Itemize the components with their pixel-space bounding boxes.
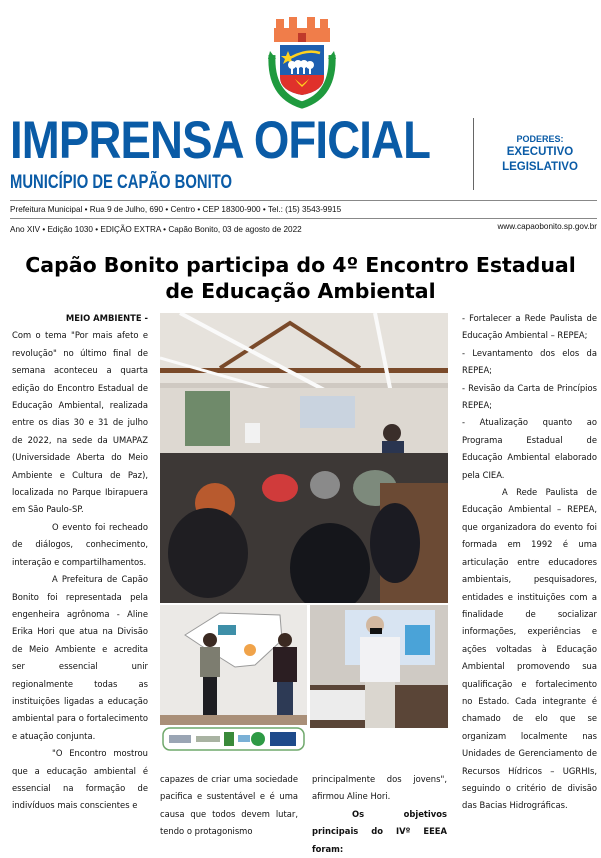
speaker-with-microphone-photo: [310, 605, 448, 728]
paragraph: A Rede Paulista de Educação Ambiental – REPEA, que organizadora do evento foi formada em 1992 é uma articulação entre educadores ambientais, pesquisadores, entidades e instituições com a finalidade de socializar informações, experiências e ações voltadas à Educação Ambiental promovendo sua qualificação e fortalecimento no Estado. Cada integrante é chamado de elo que se organizam localmente nas Unidades de Gerenciamento de Recursos Hídricos – UGRHIs, seguindo o critério de divisão das Bacias Hidrográficas.: [462, 487, 597, 811]
objective-item: - Atualização quanto ao Programa Estadual de Educação Ambiental elaborado pela CIEA.: [462, 417, 597, 480]
headline-line-1: Capão Bonito participa do 4º Encontro Estadual: [25, 253, 576, 277]
publication-title: IMPRENSA OFICIAL: [10, 111, 431, 170]
power-legislative: LEGISLATIVO: [502, 161, 578, 173]
power-executive: EXECUTIVO: [506, 146, 574, 158]
masthead-divider: [473, 118, 474, 190]
powers-block: [480, 134, 600, 175]
article-headline: [0, 252, 601, 304]
website-link[interactable]: www.capaobonito.sp.gov.br: [497, 222, 597, 231]
partner-logos-strip: [160, 725, 307, 753]
paragraph: O evento foi recheado de diálogos, conhecimento, interação e compartilhamentos.: [12, 521, 148, 567]
paragraph: Com o tema "Por mais afeto e revolução" no último final de semana aconteceu a quarta edição do Encontro Estadual de Educação Ambiental, realizada entre os dias 30 e 31 de julho de 2022, na sede da UMAPAZ (Universidade Aberta do Meio Ambiente e Cultura de Paz), localizada no Parque Ibirapuera em São Paulo-SP.: [12, 330, 148, 515]
article-column-2b: [312, 771, 447, 858]
objective-item: - Levantamento dos elos da REPEA;: [462, 347, 597, 376]
rule-middle: [10, 218, 597, 219]
paragraph: capazes de criar uma sociedade pacifica e sustentável e é uma causa que todos devem lutar, tendo o protagonismo: [160, 774, 298, 837]
objective-item: - Revisão da Carta de Princípios REPEA;: [462, 382, 597, 411]
objectives-heading: Os objetivos principais do IVº EEEA foram:: [312, 808, 447, 854]
municipal-crest-logo: [262, 15, 342, 111]
edition-line: Ano XIV • Edição 1030 • EDIÇÃO EXTRA • Capão Bonito, 03 de agosto de 2022: [10, 225, 302, 234]
paragraph: A Prefeitura de Capão Bonito foi representada pela engenheira agrônoma - Aline Erika Hori que atua na Divisão de Meio Ambiente e acredita ser essencial unir regionalmente todas as instituições ligadas a educação ambiental para o fortalecimento e atuação conjunta.: [12, 574, 148, 741]
article-column-2a: [160, 771, 298, 841]
event-audience-photo: [160, 313, 448, 603]
paragraph: principalmente dos jovens", afirmou Aline Hori.: [312, 774, 447, 802]
two-women-map-photo: [160, 605, 307, 725]
objective-item: - Fortalecer a Rede Paulista de Educação Ambiental – REPEA;: [462, 313, 597, 341]
rule-top: [10, 200, 597, 201]
article-kicker: MEIO AMBIENTE -: [65, 313, 148, 323]
article-column-1: [12, 310, 148, 815]
paragraph: "O Encontro mostrou que a educação ambiental é essencial na formação de indivíduos mais conscientes e: [12, 748, 148, 811]
article-column-3: [462, 310, 597, 815]
powers-label: PODERES:: [516, 134, 564, 144]
headline-line-2: de Educação Ambiental: [165, 279, 436, 303]
municipality-subtitle: MUNICÍPIO DE CAPÃO BONITO: [10, 172, 233, 193]
address-line: Prefeitura Municipal • Rua 9 de Julho, 690 • Centro • CEP 18300-900 • Tel.: (15) 3543-9915: [10, 205, 342, 214]
